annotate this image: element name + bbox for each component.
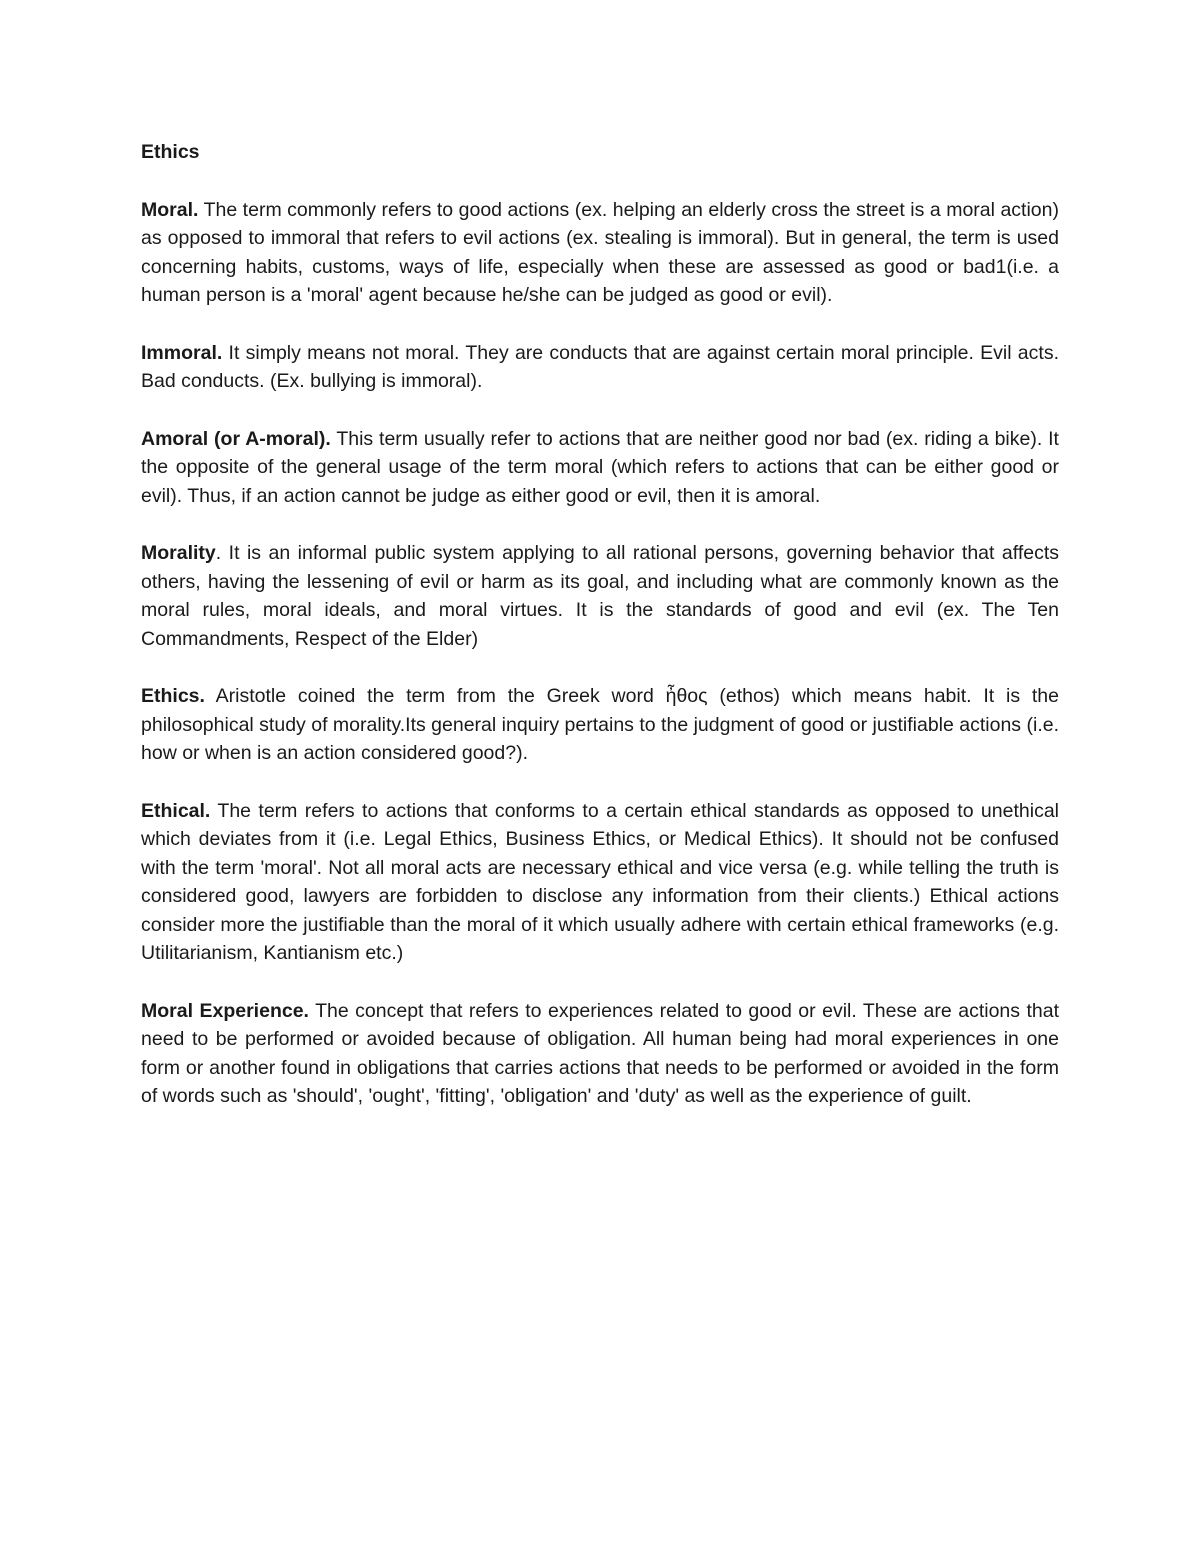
entry-moral	[141, 196, 1059, 310]
entry-term: Morality	[141, 542, 216, 564]
entry-ethical	[141, 797, 1059, 968]
entry-definition: Aristotle coined the term from the Greek word ἦθος (ethos) which means habit. It is the philosophical study of morality.Its general inquiry pertains to the judgment of good or justifiable actions (i.e. how or when is an action considered good?).	[141, 685, 1059, 764]
entry-moral-experience	[141, 997, 1059, 1111]
entry-definition: The term commonly refers to good actions (ex. helping an elderly cross the street is a moral action) as opposed to immoral that refers to evil actions (ex. stealing is immoral). But in general, the term is used concerning habits, customs, ways of life, especially when these are assessed as good or bad1(i.e. a human person is a 'moral' agent because he/she can be judged as good or evil).	[141, 198, 1059, 306]
entry-term: Immoral.	[141, 341, 223, 364]
entry-term: Ethics.	[141, 685, 205, 707]
entry-morality	[141, 539, 1059, 653]
entry-definition: The term refers to actions that conforms to a certain ethical standards as opposed to unethical which deviates from it (i.e. Legal Ethics, Business Ethics, or Medical Ethics). It should not be confused with the term 'moral'. Not all moral acts are necessary ethical and vice versa (e.g. while telling the truth is considered good, lawyers are forbidden to disclose any information from their clients.) Ethical actions consider more the justifiable than the moral of it which usually adhere with certain ethical frameworks (e.g. Utilitarianism, Kantianism etc.)	[141, 799, 1059, 964]
entry-term: Amoral (or A-moral).	[141, 427, 331, 450]
entry-ethics	[141, 682, 1059, 768]
entry-definition: . It is an informal public system applying to all rational persons, governing behavior that affects others, having the lessening of evil or harm as its goal, and including what are commonly known as the moral rules, moral ideals, and moral virtues. It is the standards of good and evil (ex. The Ten Commandments, Respect of the Elder)	[141, 542, 1059, 650]
entry-definition: It simply means not moral. They are conducts that are against certain moral principle. Evil acts. Bad conducts. (Ex. bullying is immoral).	[141, 341, 1059, 392]
entry-term: Moral Experience.	[141, 999, 309, 1022]
document-title: Ethics	[141, 141, 200, 163]
entry-amoral	[141, 425, 1059, 511]
entry-immoral	[141, 339, 1059, 396]
entry-term: Moral.	[141, 198, 199, 221]
entry-definition: This term usually refer to actions that are neither good nor bad (ex. riding a bike). It the opposite of the general usage of the term moral (which refers to actions that can be either good or evil). Thus, if an action cannot be judge as either good or evil, then it is amoral.	[141, 427, 1059, 507]
entry-term: Ethical.	[141, 799, 211, 822]
entry-definition: The concept that refers to experiences related to good or evil. These are actions that need to be performed or avoided because of obligation. All human being had moral experiences in one form or another found in obligations that carries actions that needs to be performed or avoided in the form of words such as 'should', 'ought', 'fitting', 'obligation' and 'duty' as well as the experience of guilt.	[141, 999, 1060, 1107]
document-page	[141, 138, 1059, 1140]
